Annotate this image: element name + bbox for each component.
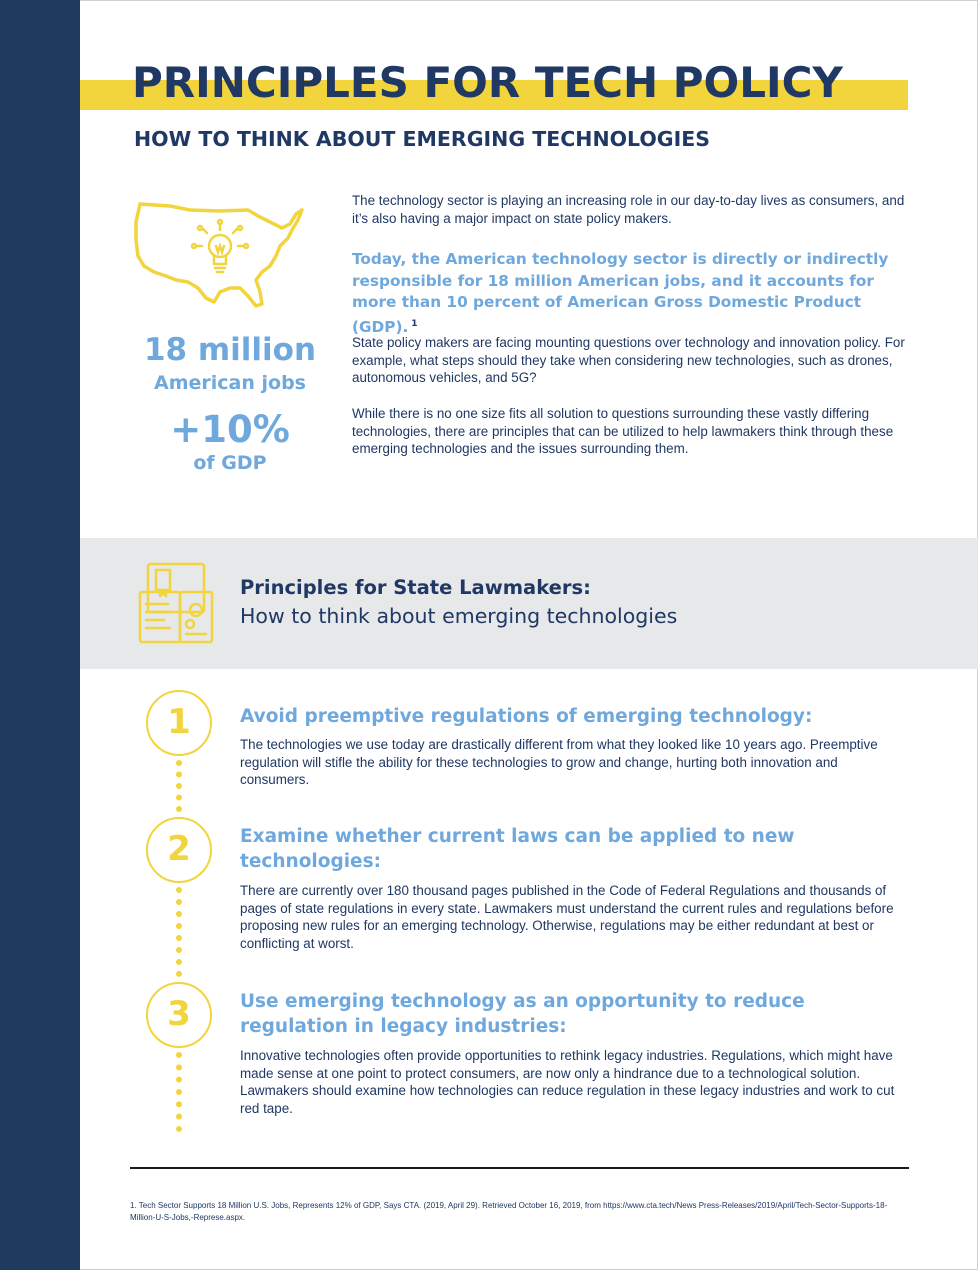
footnote — [130, 1200, 912, 1224]
footnote-divider — [130, 1167, 909, 1169]
intro-paragraph-2: State policy makers are facing mounting questions over technology and innovation policy. For example, what steps should they take when considering new technologies, such as drones, autonomous vehicles, and 5G? — [352, 335, 905, 385]
left-sidebar-bar — [0, 0, 80, 1270]
principle-2-body: There are currently over 180 thousand pages published in the Code of Federal Regulations and thousands of pages of state regulations in every state. Lawmakers must understand the current rules and regulations before proposing new rules for an emerging technology. Otherwise, regulations may be either redundant at best or conflicting at worst. — [240, 883, 894, 951]
principle-1-title: Avoid preemptive regulations of emerging technology: — [240, 706, 813, 727]
page-subtitle: HOW TO THINK ABOUT EMERGING TECHNOLOGIES — [134, 127, 711, 151]
gdp-stat-value: +10% — [170, 408, 290, 451]
footnote-text: 1. Tech Sector Supports 18 Million U.S. Jobs, Represents 12% of GDP, Says CTA. (2019, April 29). Retrieved October 16, 2019, from https://www.cta.tech/News Press-Releases/2019/April/Tech-Sector-Supports-18-Million-U-S-Jobs,-Represe.aspx. — [130, 1201, 888, 1222]
principle-3-number-circle: 3 — [146, 982, 212, 1048]
principle-1-number-circle: 1 — [146, 690, 212, 756]
principles-band-title: Principles for State Lawmakers: — [240, 576, 591, 599]
principle-2-number-circle: 2 — [146, 817, 212, 883]
intro-highlight — [352, 249, 908, 338]
principles-band-subtitle: How to think about emerging technologies — [240, 604, 678, 628]
principle-1-body: The technologies we use today are drastically different from what they looked like 10 years ago. Preemptive regulation will stifle the ability for these technologies to grow and change, hurting both innovation and consumers. — [240, 737, 878, 787]
intro-highlight-text: Today, the American technology sector is directly or indirectly responsible for 18 million American jobs, and it accounts for more than 10 percent of American Gross Domestic Product (GDP). — [352, 250, 889, 336]
principle-3-body: Innovative technologies often provide opportunities to rethink legacy industries. Regulations, which might have made sense at one point to protect consumers, are now only a hindrance due to a technological solution. Lawmakers should examine how technologies can reduce regulation in these legacy industries and work to cut red tape. — [240, 1048, 895, 1116]
gdp-stat-label: of GDP — [193, 452, 267, 474]
principle-3-title: Use emerging technology as an opportunity to reduce regulation in legacy industries: — [240, 991, 805, 1037]
jobs-stat-value: 18 million — [143, 332, 317, 368]
footnote-reference: 1 — [411, 318, 418, 329]
timeline-connector — [176, 887, 182, 977]
documents-gear-icon — [138, 560, 214, 644]
principle-2-title: Examine whether current laws can be applied to new technologies: — [240, 826, 795, 872]
timeline-connector — [176, 1052, 182, 1132]
intro-paragraph-1: The technology sector is playing an increasing role in our day-to-day lives as consumers, and it’s also having a major impact on state policy makers. — [352, 193, 905, 226]
intro-paragraph-3: While there is no one size fits all solution to questions surrounding these vastly differing technologies, there are principles that can be utilized to help lawmakers think through these emerging technologies and the issues surrounding them. — [352, 406, 894, 456]
timeline-connector — [176, 760, 182, 812]
usa-map-lightbulb-icon — [130, 196, 306, 316]
page-title: PRINCIPLES FOR TECH POLICY — [132, 58, 843, 107]
jobs-stat-label: American jobs — [154, 372, 306, 394]
